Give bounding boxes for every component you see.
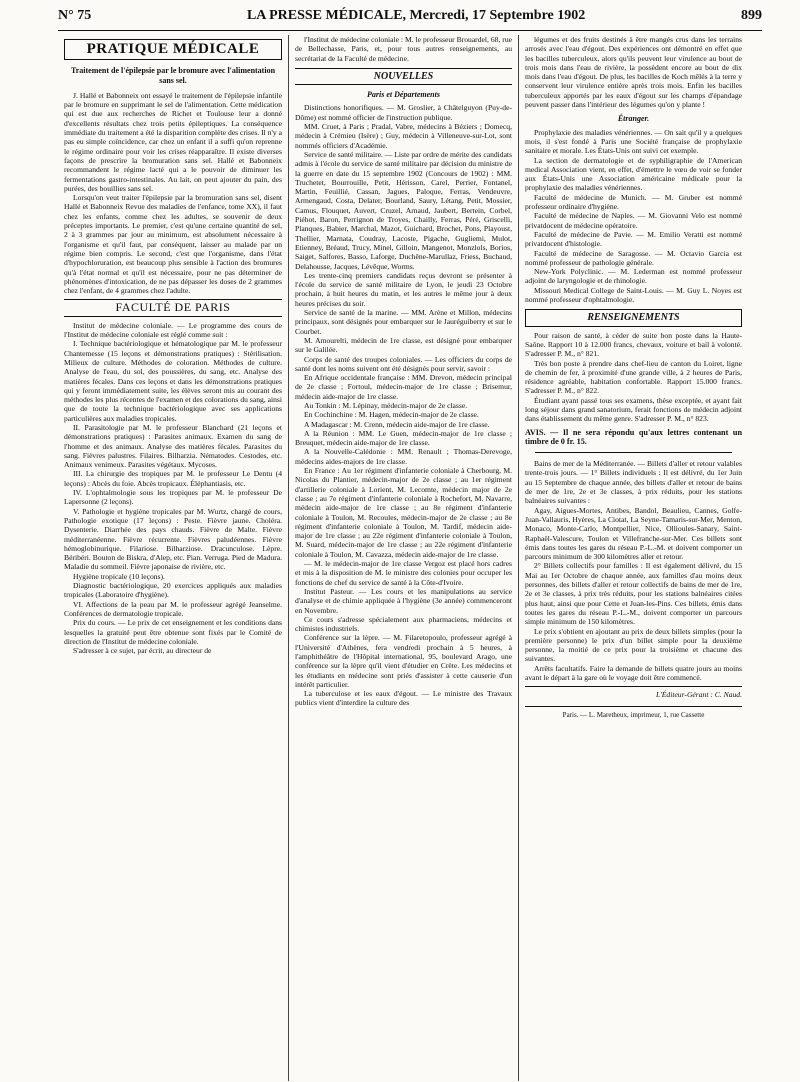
paragraph: Étudiant ayant passé tous ses examens, thèse exceptée, et ayant fait long séjour dans grand sanatorium, ferait fonctions de médecin adjoint dans établissement du même genre. S'adresser P. M., n° 823.	[525, 395, 742, 424]
paragraph: MM. Cruet, à Paris ; Pradal, Vabre, médecins à Béziers ; Domecq, médecin à Crémieu (Isère) ; Guy, médecin à Villeneuve-sur-Lot, sont nommés officiers d'Académie.	[295, 122, 512, 150]
avis-notice: AVIS. — Il ne sera répondu qu'aux lettres contenant un timbre de 0 fr. 15.	[525, 427, 742, 446]
editor-signature: L'Éditeur-Gérant : C. Naud.	[525, 686, 742, 699]
paragraph: l'Institut de médecine coloniale : M. le professeur Brouardel, 68, rue de Bellechasse, Paris, et, pour tous autres renseignements, au secrétariat de la Faculté de médecine.	[295, 35, 512, 63]
paragraph: New-York Polyclinic. — M. Lederman est nommé professeur adjoint de laryngologie et de rhinologie.	[525, 267, 742, 286]
paragraph: III. La chirurgie des tropiques par M. le professeur Le Dentu (4 leçons) : Abcès du foie. Abcès tropicaux. Éléphantiasis, etc.	[64, 469, 282, 488]
issue-number: N° 75	[58, 8, 92, 23]
paragraph: Faculté de médecine de Munich. — M. Gruber est nommé professeur ordinaire d'hygiène.	[525, 192, 742, 212]
section-title-nouvelles: NOUVELLES	[295, 68, 512, 85]
paragraph: Distinctions honorifiques. — M. Groslier, à Châtelguyon (Puy-de-Dôme) est nommé officier de l'instruction publique.	[295, 103, 512, 122]
paragraph: Faculté de médecine de Naples. — M. Giovanni Velo est nommé privatdocent de médecine opératoire.	[525, 211, 742, 230]
paragraph: Institut de médecine coloniale. — Le programme des cours de l'Institut de médecine coloniale est réglé comme suit :	[64, 320, 282, 340]
column-3	[518, 35, 748, 1081]
paragraph: Prophylaxie des maladies vénériennes. — On sait qu'il y a quelques mois, il s'est fondé à Paris une Société française de prophylaxie sanitaire et morale. Les États-Unis ont suivi cet exemple.	[525, 127, 742, 156]
paragraph: — M. le médecin-major de 1re classe Vergoz est placé hors cadres et mis à la disposition de M. le ministre des colonies pour occuper les fonctions de chef du service de santé à la Côte-d'Ivoire.	[295, 559, 512, 587]
paragraph: Missouri Medical College de Saint-Louis. — M. Guy L. Noyes est nommé professeur d'ophtalmologie.	[525, 285, 742, 305]
section-title-faculte: FACULTÉ DE PARIS	[64, 299, 282, 316]
paragraph: Service de santé de la marine. — MM. Arène et Millon, médecins principaux, sont désignés pour embarquer sur le Jauréguiberry et sur le Courbet.	[295, 308, 512, 336]
paragraph: IV. L'ophtalmologie sous les tropiques par M. le professeur De Lapersonne (2 leçons).	[64, 488, 282, 507]
paragraph: En Afrique occidentale française : MM. Drevon, médecin principal de 2e classe ; Fortoul, médecin-major de 1re classe ; Brisemur, médecin aide-major de 1re classe.	[295, 373, 512, 401]
paragraph: Diagnostic bactériologique, 20 exercices appliqués aux maladies tropicales (Laboratoire d'hygiène).	[64, 581, 282, 600]
subsection-title: Paris et Départements	[367, 90, 440, 100]
paragraph: Prix du cours. — Le prix de cet enseignement et les conditions dans lesquelles la gratuité peut être obtenue sont fixés par le Comité de direction de l'Institut de médecine coloniale.	[64, 618, 282, 646]
paragraph: Conférence sur la lèpre. — M. Filaretopoulo, professeur agrégé à l'Université d'Athènes, fera vendredi prochain à 5 heures, à l'amphithéâtre de l'Hôpital international, 95, boulevard Arago, une conférence sur la lèpre qu'il vient d'étudier en Crète. Les médecins et les étudiants en médecine sont priés d'assister à cette causerie d'un intérêt particulier.	[295, 633, 512, 689]
paragraph: Faculté de médecine de Pavie. — M. Emilio Veratti est nommé privatdocent d'histologie.	[525, 229, 742, 249]
paragraph: Très bon poste à prendre dans chef-lieu de canton du Loiret, ligne de chemin de fer, à proximité d'une grande ville, à 2 heures de Paris, résidence agréable, habitation confortable. Rapport 15.000 francs. S'adresser P. M., n° 822.	[525, 358, 742, 396]
page-header	[58, 8, 762, 31]
section-title-pratique: PRATIQUE MÉDICALE	[64, 39, 282, 60]
paragraph: V. Pathologie et hygiène tropicales par M. Wurtz, chargé de cours, Pathologie exotique (17 leçons) : Peste. Fièvre jaune. Choléra. Dysenterie. Diarrhée des pays chauds. Fièvre de Malte. Fièvre méditerranéenne. Fièvre récurrente. Fièvres paludéennes. Fièvre hémoglobinurique. Filariose. Bilharziose. Dracunculose. Lèpre. Béribéri. Bouton de Biskra, d'Alep, etc. Pian. Verruga. Pied de Madura. Maladie du sommeil. Fièvre japonaise de rivière, etc.	[64, 506, 282, 572]
paragraph: M. Amourelti, médecin de 1re classe, est désigné pour embarquer sur le Galilée.	[295, 335, 512, 355]
paragraph: Pour raison de santé, à céder de suite bon poste dans la Haute-Saône. Rapport 10 à 12.000 francs, chevaux, voiture et bail à volonté. S'adresser P. M., n° 821.	[525, 330, 742, 359]
paragraph: Corps de santé des troupes coloniales. — Les officiers du corps de santé dont les noms suivent ont été désignés pour servir, savoir :	[295, 354, 512, 373]
subsection-title-etranger: Étranger.	[617, 114, 650, 124]
column-2	[288, 35, 518, 1081]
paragraph: Le prix s'obtient en ajoutant au prix de deux billets simples (pour la première personne) le prix d'un billet simple pour la deuxième personne, la moitié de ce prix pour la troisième et chacune des suivantes.	[525, 626, 742, 664]
paragraph: Lorsqu'on veut traiter l'épilepsie par la bromuration sans sel, disent Hallé et Babonneix Revue des maladies de l'enfance, tome XX), il faut chez les enfants, comme chez les adultes, se souvenir de deux préceptes importants. Le premier, c'est qu'une certaine quantité de sel, 2 à 3 grammes par jour au minimum, est absolument nécessaire à l'organisme et qu'il faut, par conséquent, laisser au malade par un régime bien compris. Le second, c'est que l'organisme, dans l'état d'hypochloruration, est beaucoup plus sensible à l'action des bromures qu'à l'état normal et qu'il est nécessaire, pour ne pas déterminer de phénomènes d'intoxication, de ne pas dépasser les doses de 2 grammes chez l'enfant, de 4 grammes chez l'adulte.	[64, 193, 282, 296]
paragraph: Institut Pasteur. — Les cours et les manipulations au service d'analyse et de chimie appliquée à l'hygiène (3e année) commenceront en Novembre.	[295, 586, 512, 615]
paragraph: A la Réunion : MM. Le Guen, médecin-major de 1re classe ; Breuquet, médecin aide-major de 1re classe.	[295, 428, 512, 448]
paragraph: A Madagascar : M. Crenn, médecin aide-major de 1re classe.	[304, 419, 490, 429]
page-number: 899	[741, 8, 762, 23]
paragraph: Hygiène tropicale (10 leçons).	[73, 571, 165, 581]
paragraph: Les trente-cinq premiers candidats reçus devront se présenter à l'école du service de santé militaire de Lyon, le jeudi 23 Octobre prochain, à huit heures du matin, et les autres le même jour à deux heures précises du soir.	[295, 270, 512, 308]
paragraph: Au Tonkin : M. Lépinay, médecin-major de 2e classe.	[304, 400, 468, 410]
paragraph: En Cochinchine : M. Hagen, médecin-major de 2e classe.	[304, 410, 479, 420]
paragraph: En France : Au 1er régiment d'infanterie coloniale à Cherbourg, M. Nicolas du Plantier, médecin-major de 2e classe ; au 1er régiment d'artillerie coloniale à Lorient, M. Lecomte, médecin major de 2e classe ; au 7e régiment d'infanterie coloniale à Rochefort, M. Navarre, médecin aide-major de 1re classe ; au 8e régiment d'infanterie coloniale à Toulon, M. Recoules, médecin-major de 2e classe ; au 8e régiment d'infanterie coloniale à Toulon, M. Tardif, médecin aide-major de 1re classe ; au 22e régiment d'infanterie coloniale à Toulon, M. Suard, médecin-major de 1re classe ; au 22e régiment d'infanterie coloniale à Toulon, M. Cavazza, médecin aide-major de 1re classe.	[295, 466, 512, 559]
paragraph: A la Nouvelle-Calédonie : MM. Renault ; Thomas-Derevoge, médecins aides-majors de 1re classe.	[295, 447, 512, 466]
article-title: Traitement de l'épilepsie par le bromure avec l'alimentation sans sel.	[70, 66, 276, 85]
paragraph: S'adresser à ce sujet, par écrit, au directeur de	[73, 646, 212, 656]
paragraph: VI. Affections de la peau par M. le professeur agrégé Jeanselme. Conférences de dermatologie tropicale.	[64, 599, 282, 618]
column-1	[58, 35, 288, 1081]
paragraph: La tuberculose et les eaux d'égout. — Le ministre des Travaux publics vient d'interdire la culture des	[295, 689, 512, 708]
paragraph: Bains de mer de la Méditerranée. — Billets d'aller et retour valables trente-trois jours. — 1° Billets individuels : Il est délivré, du 1er Juin au 15 Septembre de chaque année, des billets d'aller et retour de bains de mer de 1re, 2e et 3e classes, à prix réduits, pour les stations balnéaires suivantes :	[525, 459, 742, 506]
divider	[535, 452, 732, 453]
journal-title: LA PRESSE MÉDICALE, Mercredi, 17 Septembre 1902	[246, 8, 586, 23]
paragraph: Agay, Aigues-Mortes, Antibes, Bandol, Beaulieu, Cannes, Golfe-Juan-Vallauris, Hyères, La Ciotat, La Seyne-Tamaris-sur-Mer, Menton, Monaco, Monte-Carlo, Montpellier, Nice, Ollioules-Sanary, Saint-Raphaël-Valescure, Toulon et Villefranche-sur-Mer. Ces billets sont émis dans toutes les gares du réseau P.-L.-M. et doivent comporter un parcours minimum de 300 kilomètres aller et retour.	[525, 505, 742, 562]
paragraph: Faculté de médecine de Saragosse. — M. Octavio Garcia est nommé professeur de pathologie générale.	[525, 248, 742, 267]
paragraph: I. Technique bactériologique et hématologique par M. le professeur Chantemesse (15 leçons et démonstrations pratiques) : Stérilisation. Milieux de culture. Méthodes de coloration. Méthodes de culture. Analyse de l'eau, du sol, des poussières, du sang, etc. Analyse des matières fécales. Dans ces leçons et dans les démonstrations pratiques qui y feront immédiatement suite, les élèves seront mis au courant des méthodes les plus récentes de l'examen et des colorations du sang, ainsi que de toute la technique bactériologique avec ses applications particulières aux maladies tropicales.	[64, 339, 282, 423]
printer-line: Paris. — L. Maretheux, imprimeur, 1, rue Cassette	[525, 706, 742, 720]
paragraph: Service de santé militaire. — Liste par ordre de mérite des candidats admis à l'école du service de santé militaire par décision du ministre de la guerre en date du 15 septembre 1902 (Concours de 1902) : MM. Truchetet, Bourrouille, Petit, Hérisson, Carel, Perrier, Fontanel, Martin, Feuillié, Cassan, Jagues, Paloque, Ferras, Vendeuvre, Armengaud, Costa, Delater, Bourland, Saury, Létang, Petit, Mossier, Camus, Flouquet, Auvert, Cruzel, Arnaud, Jaubert, Bertein, Corbel, Piéhot, Baron, Perrignon de Troyes, Chailly, Ferras, Péré, Griscelli, Planques, Babier, Marchal, Mazot, Guichard, Brochet, Pons, Playoust, Thellier, Marnata, Coudray, Lacoste, Pigache, Gugliemi, Mulot, Etienney, Bréaud, Trucy, Minel, Gilloin, Mangenot, Monzlols, Borios, Saiget, Salfores, Basso, Laforge, Duchêne-Marullaz, Friess, Buchaud, Delahousse, Jacques, Lévêque, Worms.	[295, 149, 512, 271]
paragraph: Ce cours s'adresse spécialement aux pharmaciens, médecins et chimistes industriels.	[295, 614, 512, 634]
paragraph: II. Parasitologie par M. le professeur Blanchard (21 leçons et démonstrations pratiques) : Parasites animaux. Examen du sang de l'homme et des animaux. Analyse des matières fécales. Parasites du sang. Fièvres palustres. Filaires. Bilharzia. Nématodes. Cestodes, etc. Animaux venimeux. Parasites végétaux. Mycoses.	[64, 422, 282, 470]
section-title-renseignements: RENSEIGNEMENTS	[525, 309, 742, 326]
paragraph: La section de dermatologie et de syphiligraphie de l'American medical Association vient, en effet, d'émettre le vœu de voir se fonder aux États-Unis une Association américaine médicale pour la prophylaxie des maladies vénériennes.	[525, 155, 742, 193]
paragraph: légumes et des fruits destinés à être mangés crus dans les terrains arrosés avec l'eau d'égout. Des expériences ont démontré en effet que les bacilles tuberculeux, alors qu'ils peuvent leur virulence au bout de trois mois dans l'eau de rivière, la possèdent encore au bout de dix mois dans l'eau d'égout. De plus, les bacilles de Koch mêlés à la terre y conservent leur virulence entière après trois mois. Enfin les bacilles tuberculeux apportés par les eaux d'égout sur les champs d'épandage peuvent passer dans l'intérieur des légumes qu'on y plante !	[525, 35, 742, 110]
paragraph: J. Hallé et Babonneix ont essayé le traitement de l'épilepsie infantile par le bromure en supprimant le sel de l'alimentation. Cette médication qui est due aux recherches de Richet et Toulouse leur a donné d'excellents résultats chez trois petits épileptiques. La conséquence immédiate du traitement a été la disparition complète des crises. Il n'y a pas eu simple coïncidence, car chez un enfant il a suffi qu'on reprenne le régime ordinaire pour voir les crises réapparaître. Il existe diverses façons de prescrire la bromuration sans sel. Hallé et Babonneix recommandent le régime lacté qui a le pouvoir de diminuer les fermentations gastro-intestinales. Au lait, on peut ajouter du pain, des purées, des bouillies sans sel.	[64, 90, 282, 193]
paragraph: 2° Billets collectifs pour familles : Il est également délivré, du 15 Mai au 1er Octobre de chaque année, aux familles d'au moins deux personnes, des billets d'aller et retour collectifs de bains de mer de 1re, 2e et 3e classes, à prix très réduits, pour les stations balnéaires citées plus haut, ainsi que pour Cette et Juan-les-Pins. Ces billets, émis dans toutes les gares du réseau P.-L.-M., doivent comporter un parcours simple minimum de 150 kilomètres.	[525, 561, 742, 627]
columns	[58, 35, 762, 1081]
paragraph: Arrêts facultatifs. Faire la demande de billets quatre jours au moins avant le départ à la gare où le voyage doit être commencé.	[525, 663, 742, 682]
